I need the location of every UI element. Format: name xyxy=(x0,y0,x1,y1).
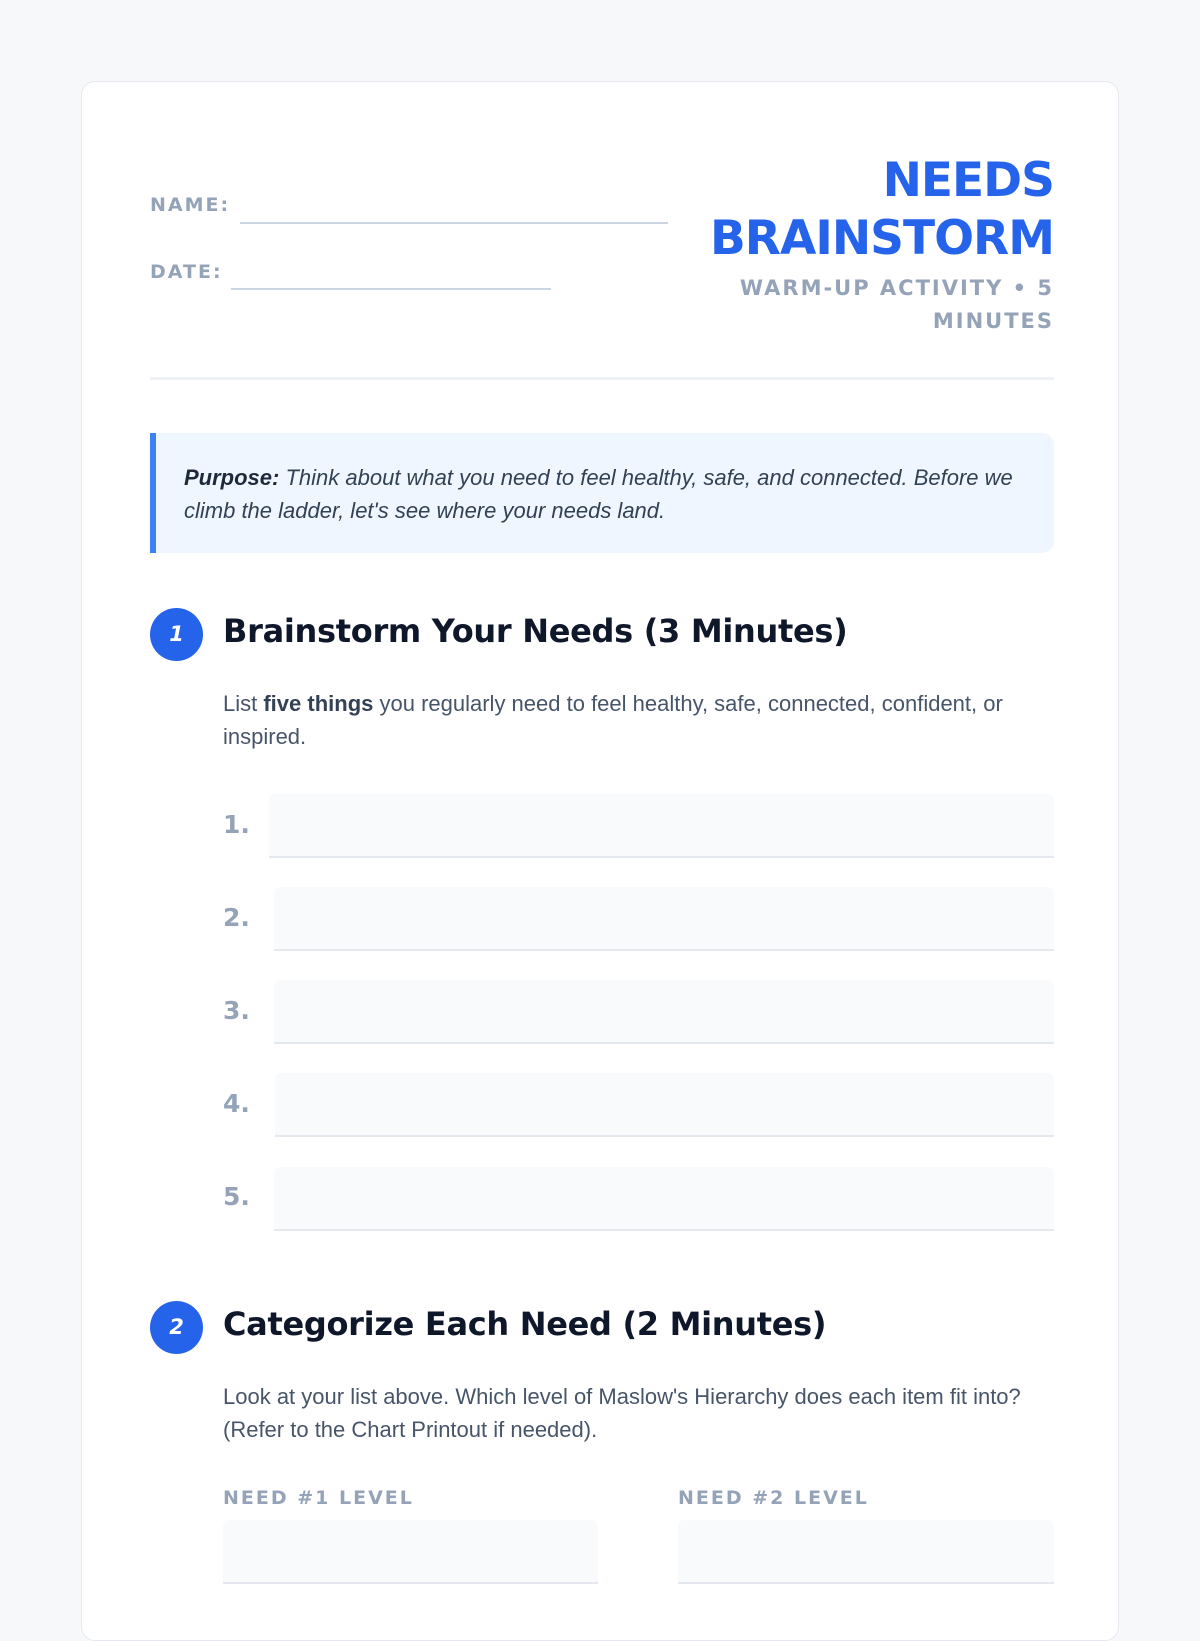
need-1-level-label: NEED #1 LEVEL xyxy=(223,1487,414,1509)
title-line-2: BRAINSTORM xyxy=(709,211,1054,266)
page-title xyxy=(634,152,1054,268)
list-number: 5. xyxy=(223,1182,250,1211)
worksheet-header xyxy=(150,152,1054,372)
subtitle-line-1: WARM-UP ACTIVITY • 5 xyxy=(739,276,1054,300)
date-label: DATE: xyxy=(150,261,223,283)
step-1-badge: 1 xyxy=(150,608,203,661)
need-2-input[interactable] xyxy=(274,887,1054,951)
list-number: 4. xyxy=(223,1089,250,1118)
date-field[interactable] xyxy=(231,288,551,290)
list-number: 2. xyxy=(223,903,250,932)
need-5-input[interactable] xyxy=(274,1167,1054,1231)
step-2-badge: 2 xyxy=(150,1301,203,1354)
step-1-title: Brainstorm Your Needs (3 Minutes) xyxy=(223,612,848,650)
header-divider xyxy=(150,377,1054,380)
name-field[interactable] xyxy=(240,222,668,224)
purpose-text: Think about what you need to feel healthy, safe, and connected. Before we climb the ladder, let's see where your needs land. xyxy=(184,465,1013,523)
subtitle-line-2: MINUTES xyxy=(932,309,1054,333)
page-subtitle xyxy=(694,272,1054,338)
step-1-text-post: you regularly need to feel healthy, safe, connected, confident, or inspired. xyxy=(223,691,1003,749)
step-2-instructions: Look at your list above. Which level of Maslow's Hierarchy does each item fit into? (Refer to the Chart Printout if needed). xyxy=(223,1384,1021,1442)
need-1-input[interactable] xyxy=(269,794,1054,858)
purpose-label: Purpose: xyxy=(184,465,280,490)
step-1-text-bold: five things xyxy=(263,691,374,716)
step-2-title: Categorize Each Need (2 Minutes) xyxy=(223,1305,827,1343)
need-4-input[interactable] xyxy=(275,1073,1054,1137)
need-2-level-input[interactable] xyxy=(678,1520,1054,1584)
list-number: 1. xyxy=(223,810,250,839)
need-1-level-input[interactable] xyxy=(223,1520,598,1584)
step-1-text-pre: List xyxy=(223,691,264,716)
list-number: 3. xyxy=(223,996,250,1025)
need-3-input[interactable] xyxy=(274,980,1054,1044)
title-line-1: NEEDS xyxy=(882,153,1054,208)
need-2-level-label: NEED #2 LEVEL xyxy=(678,1487,869,1509)
name-label: NAME: xyxy=(150,194,231,216)
step-1-instructions xyxy=(223,687,1053,753)
worksheet-card xyxy=(81,81,1119,1641)
purpose-callout xyxy=(150,433,1054,553)
